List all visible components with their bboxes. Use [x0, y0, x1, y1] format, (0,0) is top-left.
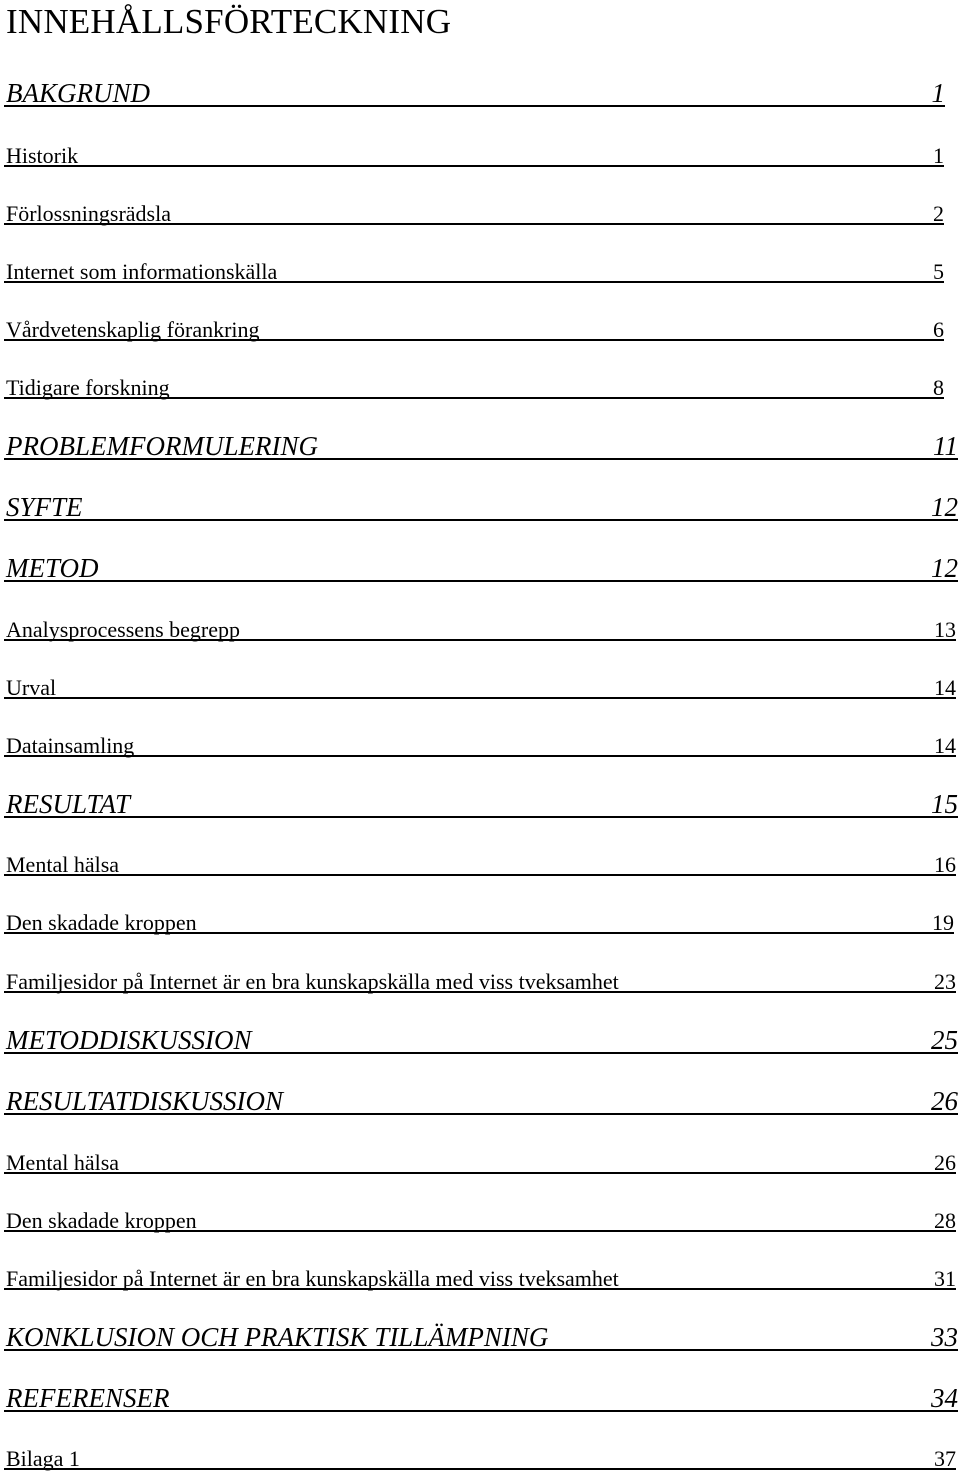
toc-entry-title: Datainsamling [6, 733, 135, 758]
toc-entry[interactable] [4, 669, 956, 699]
toc-entry-page-number: 34 [931, 1383, 958, 1413]
toc-entry-page-number: 28 [934, 1208, 956, 1233]
page-title: INNEHÅLLSFÖRTECKNING [6, 2, 452, 41]
toc-entry[interactable] [4, 611, 956, 641]
toc-entry[interactable] [4, 369, 944, 399]
toc-entry-page-number: 8 [933, 375, 944, 400]
toc-entry-title: PROBLEMFORMULERING [6, 431, 318, 461]
toc-entry-title: Förlossningsrädsla [6, 201, 171, 226]
toc-entry-title: Den skadade kroppen [6, 1208, 197, 1233]
toc-entry-page-number: 14 [934, 675, 956, 700]
toc-entry[interactable] [4, 195, 944, 225]
toc-entry-title: RESULTATDISKUSSION [6, 1086, 283, 1116]
toc-entry-title: BAKGRUND [6, 78, 150, 108]
toc-entry-page-number: 16 [934, 852, 956, 877]
toc-entry-page-number: 13 [934, 617, 956, 642]
toc-entry[interactable] [4, 1440, 956, 1470]
toc-entry[interactable] [4, 311, 944, 341]
toc-entry-page-number: 1 [933, 143, 944, 168]
toc-entry-page-number: 5 [933, 259, 944, 284]
toc-entry[interactable] [4, 1085, 958, 1115]
toc-entry-page-number: 26 [934, 1150, 956, 1175]
toc-entry-page-number: 1 [931, 78, 945, 108]
toc-entry[interactable] [4, 1024, 958, 1054]
toc-entry-page-number: 15 [931, 789, 958, 819]
toc-entry-title: SYFTE [6, 492, 83, 522]
toc-entry-page-number: 2 [933, 201, 944, 226]
toc-entry-page-number: 26 [931, 1086, 958, 1116]
toc-entry[interactable] [4, 1382, 958, 1412]
toc-entry[interactable] [4, 491, 958, 521]
toc-entry-title: Internet som informationskälla [6, 259, 278, 284]
toc-entry-page-number: 11 [933, 431, 958, 461]
toc-entry-title: KONKLUSION OCH PRAKTISK TILLÄMPNING [6, 1322, 549, 1352]
toc-entry[interactable] [4, 1260, 956, 1290]
toc-entry-page-number: 33 [931, 1322, 958, 1352]
toc-entry-page-number: 23 [934, 969, 956, 994]
toc-entry[interactable] [4, 77, 945, 107]
toc-entry-title: Bilaga 1 [6, 1446, 80, 1471]
toc-entry-title: Mental hälsa [6, 852, 120, 877]
toc-entry-page-number: 6 [933, 317, 944, 342]
toc-entry-title: Familjesidor på Internet är en bra kunskapskälla med viss tveksamhet [6, 969, 619, 994]
toc-entry-page-number: 14 [934, 733, 956, 758]
toc-entry-title: METOD [6, 553, 99, 583]
toc-entry[interactable] [4, 963, 956, 993]
toc-entry-title: REFERENSER [6, 1383, 170, 1413]
toc-entry-title: Familjesidor på Internet är en bra kunskapskälla med viss tveksamhet [6, 1266, 619, 1291]
toc-entry-title: Den skadade kroppen [6, 910, 197, 935]
toc-entry-title: Vårdvetenskaplig förankring [6, 317, 260, 342]
toc-entry-title: Analysprocessens begrepp [6, 617, 240, 642]
toc-entry-page-number: 19 [932, 910, 954, 935]
toc-entry[interactable] [4, 727, 956, 757]
toc-entry[interactable] [4, 846, 956, 876]
toc-entry[interactable] [4, 552, 958, 582]
toc-entry[interactable] [4, 1144, 956, 1174]
toc-entry-page-number: 25 [931, 1025, 958, 1055]
toc-entry[interactable] [4, 137, 944, 167]
toc-entry-title: Tidigare forskning [6, 375, 170, 400]
toc-entry-page-number: 12 [931, 492, 958, 522]
toc-entry-title: RESULTAT [6, 789, 130, 819]
toc-entry[interactable] [4, 1202, 956, 1232]
toc-entry[interactable] [4, 788, 958, 818]
toc-entry[interactable] [4, 430, 958, 460]
toc-entry-page-number: 12 [931, 553, 958, 583]
toc-entry-page-number: 37 [934, 1446, 956, 1471]
toc-entry-title: Urval [6, 675, 57, 700]
toc-entry-title: Mental hälsa [6, 1150, 120, 1175]
toc-entry-page-number: 31 [934, 1266, 956, 1291]
toc-entry[interactable] [4, 253, 944, 283]
toc-entry[interactable] [4, 904, 954, 934]
toc-entry-title: Historik [6, 143, 79, 168]
toc-entry-title: METODDISKUSSION [6, 1025, 252, 1055]
toc-entry[interactable] [4, 1321, 958, 1351]
